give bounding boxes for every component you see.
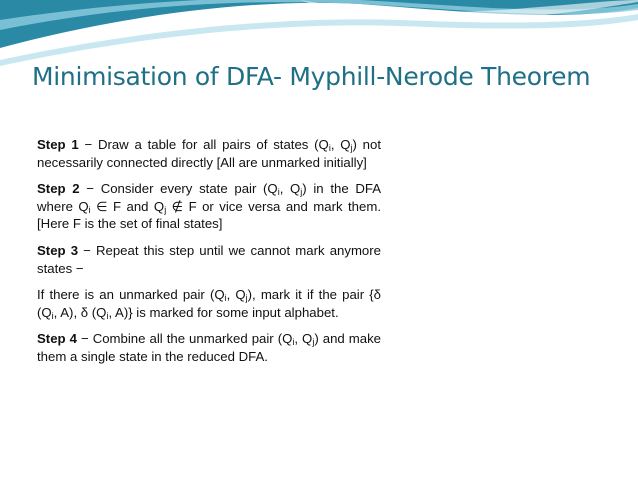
sub-i: i — [51, 310, 54, 321]
step-2-text-e: ∉ F or vice versa and mark them. [Here F is the set of final states] — [37, 198, 381, 232]
step-4-dash: − — [76, 331, 93, 347]
step-3-paragraph — [37, 242, 381, 277]
step-2-text-c: ) in the DFA where Q — [37, 181, 381, 214]
step-2-text-d: ∈ F and Q — [90, 198, 165, 214]
step-1-label: Step 1 — [37, 137, 79, 152]
step-3-detail-text-e: , A)} is marked for some input alphabet. — [108, 304, 339, 320]
step-2-text-b: , Q — [279, 181, 301, 197]
slide-title: Minimisation of DFA- Myphill-Nerode Theorem — [32, 62, 591, 91]
step-3-detail-text-b: , Q — [226, 287, 246, 303]
sub-i: i — [224, 293, 227, 304]
sub-j: j — [300, 187, 303, 198]
step-1-text-c: ) not necessarily connected directly [All are unmarked initially] — [37, 137, 382, 170]
sub-i: i — [106, 310, 109, 321]
step-4-label: Step 4 — [37, 331, 77, 347]
step-3-detail-paragraph — [37, 286, 381, 321]
sub-j: j — [312, 337, 315, 348]
step-3-label: Step 3 — [37, 242, 79, 258]
step-4-text-b: , Q — [294, 331, 313, 347]
sub-i: i — [328, 143, 331, 153]
step-3-dash: − — [78, 242, 96, 258]
step-1-text-a: Draw a table for all pairs of states (Q — [97, 137, 329, 152]
step-2-text-a: Consider every state pair (Q — [100, 181, 278, 197]
step-3-detail-text-d: , A), δ (Q — [53, 304, 107, 320]
sub-i: i — [277, 187, 280, 198]
sub-j: j — [245, 293, 248, 304]
step-1-dash: − — [78, 137, 98, 152]
step-1-paragraph — [37, 136, 381, 171]
step-3-detail-text-c: ), mark it if the pair {δ (Q — [37, 287, 381, 320]
step-2-label: Step 2 — [37, 181, 80, 197]
steps-body — [37, 136, 381, 375]
sub-j: j — [350, 143, 353, 153]
step-2-paragraph — [37, 180, 381, 233]
step-3-detail-text-a: If there is an unmarked pair (Q — [37, 287, 225, 303]
step-4-text-a: Combine all the unmarked pair (Q — [92, 331, 293, 347]
step-4-text-c: ) and make them a single state in the reduced DFA. — [37, 331, 382, 364]
sub-i: i — [292, 337, 295, 348]
sub-j: j — [164, 204, 167, 215]
step-4-paragraph — [37, 330, 381, 365]
sub-i: i — [88, 204, 91, 215]
step-1-text-b: , Q — [330, 137, 351, 152]
step-3-text-a: Repeat this step until we cannot mark anymore states − — [37, 242, 381, 276]
step-2-dash: − — [79, 181, 101, 197]
